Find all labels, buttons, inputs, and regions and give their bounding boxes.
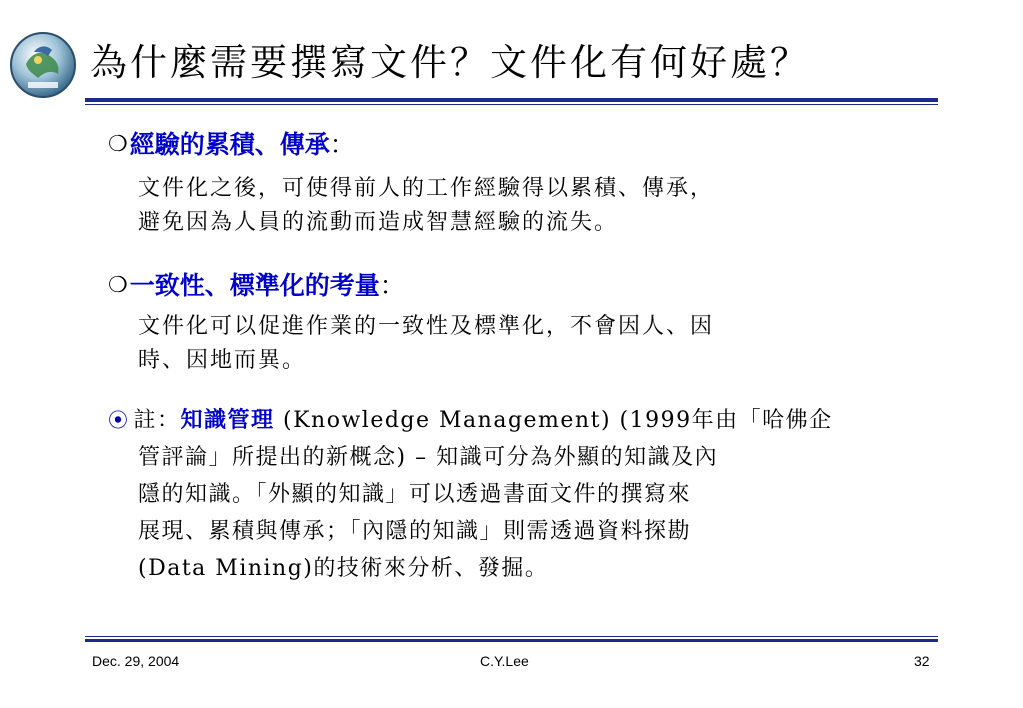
bullet-heading-1 (108, 125, 355, 161)
body-line: 時、因地而異。 (138, 348, 307, 373)
note-line: 管評論」所提出的新概念) – 知識可分為外顯的知識及內 (138, 445, 719, 470)
footer-date: Dec. 29, 2004 (92, 653, 180, 669)
bullet-heading-text: 一致性、標準化的考量 (129, 271, 380, 300)
note-line: (Data Mining)的技術來分析、發掘。 (138, 556, 549, 581)
body-line: 避免因為人員的流動而造成智慧經驗的流失。 (138, 210, 619, 235)
body-line: 文件化之後，可使得前人的工作經驗得以累積、傳承， (138, 176, 715, 201)
note-prefix: 註： (133, 408, 181, 433)
title-divider-thin (85, 104, 938, 105)
body-line: 文件化可以促進作業的一致性及標準化，不會因人、因 (138, 314, 715, 339)
school-emblem-globe-icon (8, 30, 78, 100)
note-first-line (108, 403, 833, 434)
bullet-body-1 (138, 172, 714, 240)
footer-divider (85, 639, 938, 642)
note-line: 展現、累積與傳承；「內隱的知識」則需透過資料探勘 (138, 519, 692, 544)
footer-author: C.Y.Lee (480, 653, 529, 669)
footer-divider-thin (85, 636, 938, 637)
note-line: 隱的知識。「外顯的知識」可以透過書面文件的撰寫來 (138, 482, 692, 507)
footer-page-number: 32 (914, 653, 930, 669)
school-logo (8, 30, 78, 100)
bullet-circle-icon: ❍ (108, 132, 128, 157)
bullet-colon: ： (379, 271, 405, 300)
target-bullet-icon: ⦿ (108, 408, 130, 432)
bullet-colon: ： (329, 130, 355, 159)
title-divider (85, 98, 938, 102)
bullet-body-2 (138, 310, 714, 378)
bullet-circle-icon: ❍ (108, 273, 128, 298)
bullet-heading-text: 經驗的累積、傳承 (129, 130, 330, 159)
bullet-heading-2 (108, 266, 405, 302)
slide-title: 為什麼需要撰寫文件？文件化有何好處？ (90, 41, 810, 84)
note-highlight: 知識管理 (180, 407, 275, 433)
note-first-rest: (Knowledge Management) (1999年由「哈佛企 (274, 408, 833, 433)
